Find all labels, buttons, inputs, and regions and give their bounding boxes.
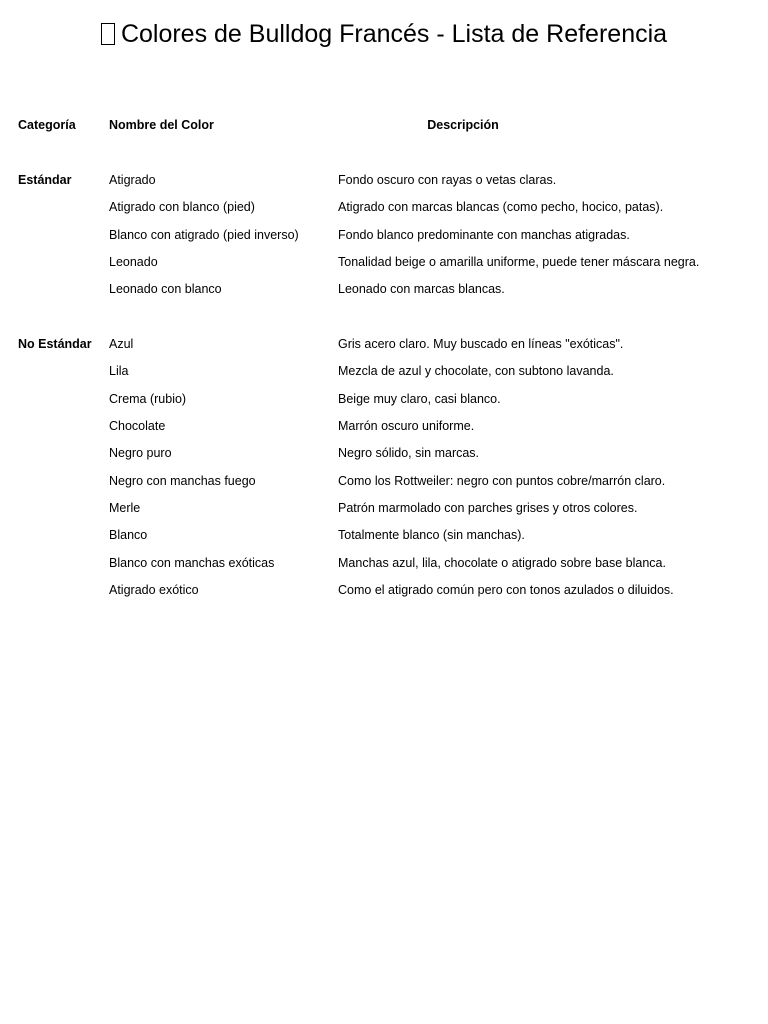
color-name: Lila	[109, 364, 129, 378]
color-description: Fondo oscuro con rayas o vetas claras.	[338, 173, 557, 187]
color-description: Mezcla de azul y chocolate, con subtono lavanda.	[338, 364, 614, 378]
color-description: Tonalidad beige o amarilla uniforme, puede tener máscara negra.	[338, 255, 700, 269]
color-name: Blanco	[109, 528, 148, 542]
color-name: Leonado con blanco	[109, 282, 222, 296]
color-description: Fondo blanco predominante con manchas atigradas.	[338, 228, 630, 242]
color-name: Negro con manchas fuego	[109, 474, 256, 488]
color-name: Blanco con manchas exóticas	[109, 556, 275, 570]
color-description: Patrón marmolado con parches grises y otros colores.	[338, 501, 638, 515]
page-title-text: Colores de Bulldog Francés - Lista de Referencia	[120, 20, 668, 48]
color-description: Gris acero claro. Muy buscado en líneas "exóticas".	[338, 337, 624, 351]
header-description: Descripción	[427, 118, 499, 132]
color-description: Totalmente blanco (sin manchas).	[338, 528, 525, 542]
color-description: Negro sólido, sin marcas.	[338, 446, 480, 460]
color-name: Chocolate	[109, 419, 166, 433]
category-non-standard: No Estándar	[18, 337, 92, 351]
missing-glyph-icon	[101, 23, 115, 45]
color-name: Leonado	[109, 255, 158, 269]
color-description: Atigrado con marcas blancas (como pecho, hocico, patas).	[338, 200, 664, 214]
color-description: Beige muy claro, casi blanco.	[338, 392, 501, 406]
color-name: Negro puro	[109, 446, 172, 460]
color-name: Merle	[109, 501, 141, 515]
color-description: Leonado con marcas blancas.	[338, 282, 505, 296]
color-description: Como el atigrado común pero con tonos azulados o diluidos.	[338, 583, 674, 597]
header-color-name: Nombre del Color	[109, 118, 214, 132]
color-name: Crema (rubio)	[109, 392, 187, 406]
color-name: Atigrado con blanco (pied)	[109, 200, 255, 214]
color-name: Atigrado exótico	[109, 583, 199, 597]
color-description: Manchas azul, lila, chocolate o atigrado sobre base blanca.	[338, 556, 666, 570]
color-name: Azul	[109, 337, 134, 351]
color-name: Atigrado	[109, 173, 156, 187]
header-category: Categoría	[18, 118, 76, 132]
color-name: Blanco con atigrado (pied inverso)	[109, 228, 299, 242]
color-description: Marrón oscuro uniforme.	[338, 419, 475, 433]
category-standard: Estándar	[18, 173, 72, 187]
color-description: Como los Rottweiler: negro con puntos cobre/marrón claro.	[338, 474, 666, 488]
page-title	[0, 17, 768, 51]
